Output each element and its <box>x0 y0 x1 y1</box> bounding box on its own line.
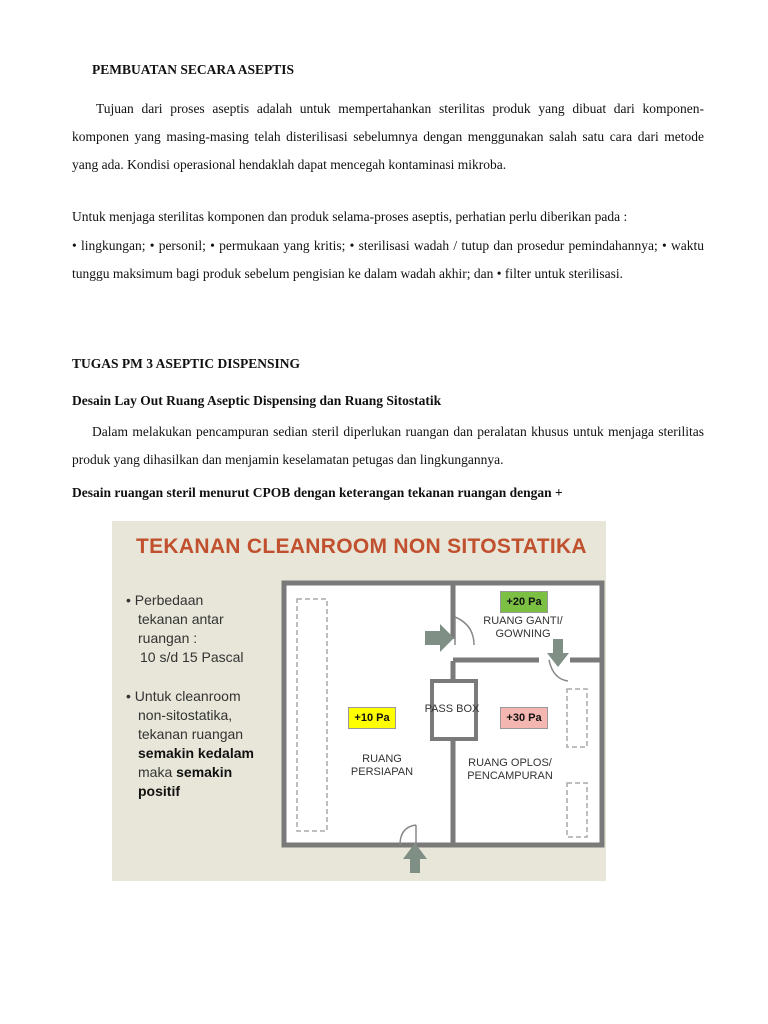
paragraph-sterility-intro: Untuk menjaga sterilitas komponen dan produk selama-proses aseptis, perhatian perlu diberikan pada : <box>72 209 628 224</box>
room-label-ganti <box>478 615 568 641</box>
bullet1-line4: 10 s/d 15 Pascal <box>140 649 244 665</box>
paragraph-aseptis-intro: Tujuan dari proses aseptis adalah untuk mempertahankan sterilitas produk yang dibuat dari komponen-komponen yang masing-masing telah disterilisasi sebelumnya dengan menggunakan salah satu cara dari metode yang ada. Kondisi operasional hendaklah dapat mencegah kontaminasi mikroba. <box>72 101 704 172</box>
paragraph-sterility-list: • lingkungan; • personil; • permukaan yang kritis; • sterilisasi wadah / tutup dan prosedur pemindahannya; • waktu tunggu maksimum bagi produk sebelum pengisian ke dalam wadah akhir; dan • filter untuk sterilisasi. <box>72 238 704 281</box>
floor-plan <box>112 521 606 881</box>
room-label-oplos <box>460 757 560 783</box>
room-label-persiapan <box>342 753 422 779</box>
bullet2-line5a: maka <box>138 764 177 780</box>
figure-caption: Desain ruangan steril menurut CPOB dengan keterangan tekanan ruangan dengan + <box>72 485 563 500</box>
bullet1-line2: tekanan antar <box>138 611 224 627</box>
bullet2-line1: • Untuk cleanroom <box>126 688 241 704</box>
paragraph-pencampuran: Dalam melakukan pencampuran sedian steril diperlukan ruangan dan peralatan khusus untuk menjaga sterilitas produk yang dihasilkan dan menjamin keselamatan petugas dan lingkungannya. <box>72 424 704 467</box>
room-oplos-line1: RUANG OPLOS/ <box>468 757 552 769</box>
room-oplos-line2: PENCAMPURAN <box>467 770 553 782</box>
bullet2-line2: non-sitostatika, <box>138 707 233 723</box>
badge-ganti-pressure: +20 Pa <box>500 591 548 613</box>
bullet2-line3: tekanan ruangan <box>138 726 244 742</box>
room-label-passbox: PASS BOX <box>424 703 480 715</box>
room-persiapan-line1: RUANG <box>362 753 402 765</box>
badge-oplos-pressure: +30 Pa <box>500 707 548 729</box>
section-heading-tugas: TUGAS PM 3 ASEPTIC DISPENSING <box>72 356 301 371</box>
subheading-desain-layout: Desain Lay Out Ruang Aseptic Dispensing dan Ruang Sitostatik <box>72 393 442 408</box>
bullet1-line3: ruangan : <box>138 630 198 646</box>
badge-persiapan-pressure: +10 Pa <box>348 707 396 729</box>
section-heading-aseptis: PEMBUATAN SECARA ASEPTIS <box>92 62 295 77</box>
room-ganti-line1: RUANG GANTI/ <box>483 615 563 627</box>
cleanroom-figure <box>112 521 606 881</box>
room-persiapan-line2: PERSIAPAN <box>350 766 414 778</box>
room-ganti-line2: GOWNING <box>495 628 551 640</box>
bullet1-line1: • Perbedaan <box>126 592 204 608</box>
figure-title: TEKANAN CLEANROOM NON SITOSTATIKA <box>136 535 587 558</box>
bullet2-line6: positif <box>138 783 180 799</box>
bullet2-line5b: semakin <box>176 764 233 780</box>
bullet2-line4: semakin kedalam <box>138 745 254 761</box>
